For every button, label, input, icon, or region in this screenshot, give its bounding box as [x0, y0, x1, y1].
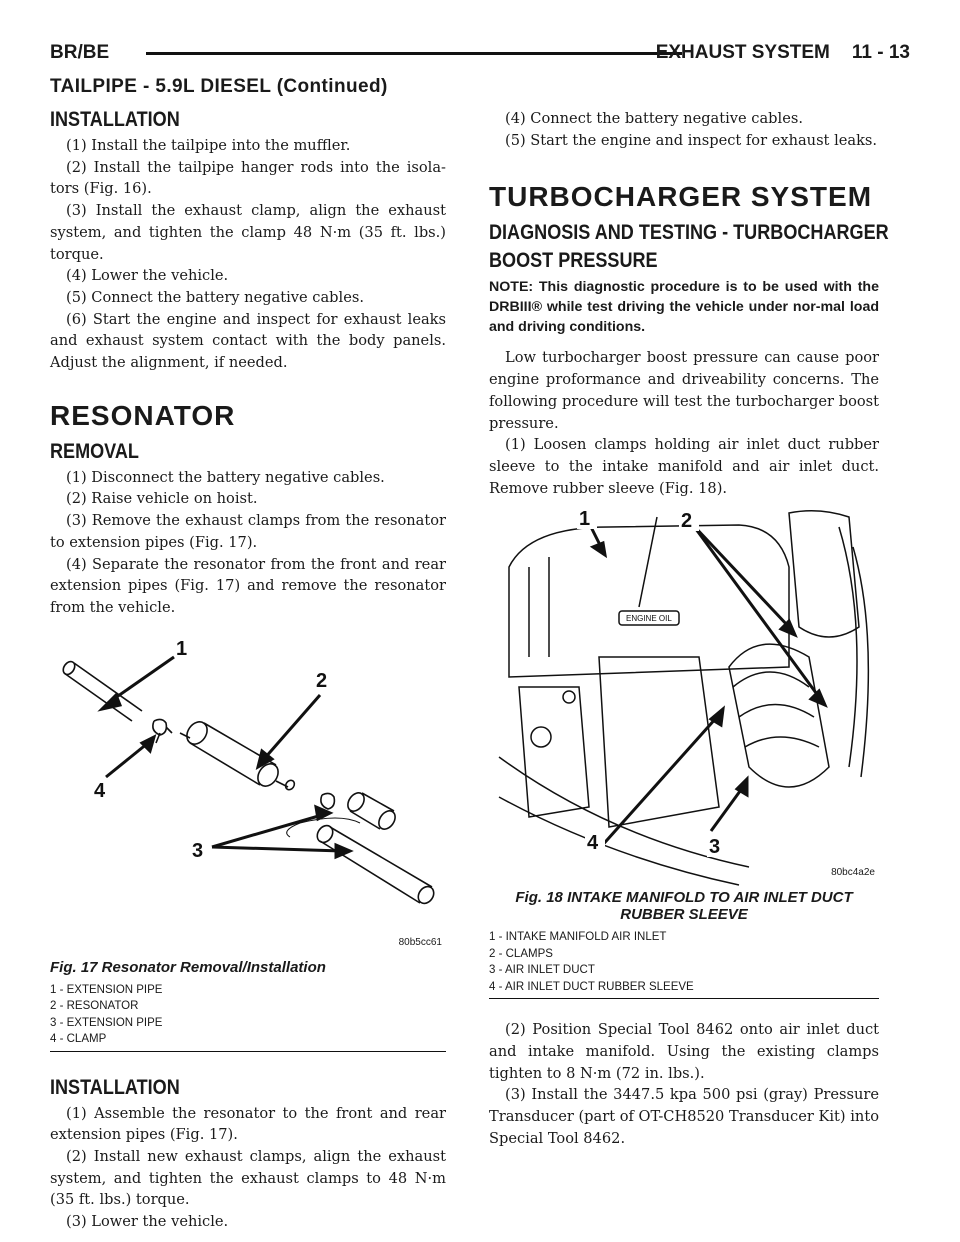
legend-item: 2 - CLAMPS	[489, 947, 553, 960]
caption-line1: Fig. 18 INTAKE MANIFOLD TO AIR INLET DUCT	[515, 889, 853, 907]
callout-3: 3	[709, 836, 721, 859]
page-header	[50, 40, 910, 70]
removal-heading: REMOVAL	[50, 439, 139, 463]
paragraph: Low turbocharger boost pressure can cause poor engine proformance and driveability concerns. The following procedure will test the turbocharger boost pressure.	[489, 349, 879, 432]
diagnosis-heading-line1: DIAGNOSIS AND TESTING - TURBOCHARGER	[489, 221, 889, 245]
step: (3) Install the exhaust clamp, align the exhaust system, and tighten the clamp 48 N·m (35 ft. lbs.) torque.	[50, 202, 446, 263]
callout-4: 4	[94, 779, 106, 802]
continued-heading: TAILPIPE - 5.9L DIESEL (Continued)	[50, 76, 388, 97]
legend-item: 3 - EXTENSION PIPE	[50, 1016, 163, 1029]
figure-legend	[50, 982, 446, 1048]
header-section-title: EXHAUST SYSTEM	[655, 42, 830, 63]
header-model: BR/BE	[50, 42, 110, 63]
step: (3) Install the 3447.5 kpa 500 psi (gray) Pressure Transducer (part of OT-CH8520 Transducer Kit) into Special Tool 8462.	[489, 1086, 879, 1147]
figure-18	[489, 507, 879, 999]
turbocharger-title: TURBOCHARGER SYSTEM	[489, 181, 873, 213]
step: (4) Lower the vehicle.	[66, 267, 229, 285]
step: (3) Lower the vehicle.	[66, 1213, 229, 1231]
diagnosis-heading-line2: BOOST PRESSURE	[489, 249, 658, 273]
header-section	[656, 42, 910, 64]
resonator-illustration	[50, 625, 446, 957]
step: (4) Separate the resonator from the front and rear extension pipes (Fig. 17) and remove the resonator from the vehicle.	[50, 555, 446, 616]
installation-heading: INSTALLATION	[50, 1075, 180, 1099]
step: (2) Install new exhaust clamps, align the exhaust system, and tighten the exhaust clamps to 48 N·m (35 ft. lbs.) torque.	[50, 1148, 446, 1209]
legend-item: 3 - AIR INLET DUCT	[489, 964, 595, 977]
left-column	[50, 108, 446, 1233]
step: (4) Connect the battery negative cables.	[505, 110, 803, 127]
step: (2) Raise vehicle on hoist.	[66, 490, 258, 508]
callout-2: 2	[681, 510, 693, 533]
right-column	[489, 108, 889, 1150]
figure-code: 80b5cc61	[398, 936, 442, 948]
resonator-title: RESONATOR	[50, 399, 236, 431]
callout-3: 3	[192, 839, 204, 862]
step: (5) Start the engine and inspect for exhaust leaks.	[505, 131, 878, 149]
installation-heading: INSTALLATION	[50, 108, 180, 131]
step: (1) Disconnect the battery negative cables.	[66, 468, 385, 486]
callout-1: 1	[579, 508, 591, 531]
figure-code: 80bc4a2e	[831, 867, 875, 879]
caption-line2: RUBBER SLEEVE	[620, 906, 748, 924]
callout-2: 2	[316, 669, 328, 692]
step: (1) Loosen clamps holding air inlet duct rubber sleeve to the intake manifold and air inlet duct. Remove rubber sleeve (Fig. 18).	[489, 436, 879, 497]
figure-legend	[489, 929, 879, 995]
step: (1) Install the tailpipe into the muffler.	[66, 137, 351, 154]
step: (2) Install the tailpipe hanger rods into the isola-tors (Fig. 16).	[50, 158, 446, 198]
callout-1: 1	[176, 637, 188, 660]
figure-caption	[489, 889, 879, 923]
step: (6) Start the engine and inspect for exhaust leaks and exhaust system contact with the body panels. Adjust the alignment, if needed.	[50, 310, 446, 372]
figure-17	[50, 625, 446, 1052]
legend-item: 1 - EXTENSION PIPE	[50, 983, 163, 996]
legend-item: 4 - CLAMP	[50, 1033, 107, 1046]
legend-item: 1 - INTAKE MANIFOLD AIR INLET	[489, 931, 667, 944]
turbo-illustration	[489, 507, 879, 887]
legend-item: 4 - AIR INLET DUCT RUBBER SLEEVE	[489, 980, 694, 993]
step: (2) Position Special Tool 8462 onto air inlet duct and intake manifold. Using the existing clamps tighten to 8 N·m (72 in. lbs.).	[489, 1021, 879, 1082]
step: (5) Connect the battery negative cables.	[66, 288, 364, 306]
header-rule	[146, 52, 682, 55]
callout-4: 4	[587, 832, 599, 855]
legend-item: 2 - RESONATOR	[50, 1000, 139, 1013]
step: (3) Remove the exhaust clamps from the resonator to extension pipes (Fig. 17).	[50, 512, 446, 551]
engine-oil-label: ENGINE OIL	[626, 614, 672, 624]
header-page-number: 11 - 13	[851, 42, 910, 63]
step: (1) Assemble the resonator to the front and rear extension pipes (Fig. 17).	[50, 1104, 446, 1144]
figure-caption: Fig. 17 Resonator Removal/Installation	[50, 958, 326, 976]
note: NOTE: This diagnostic procedure is to be used with the DRBIII® while test driving the vehicle under nor-mal load and driving conditions.	[489, 279, 879, 336]
